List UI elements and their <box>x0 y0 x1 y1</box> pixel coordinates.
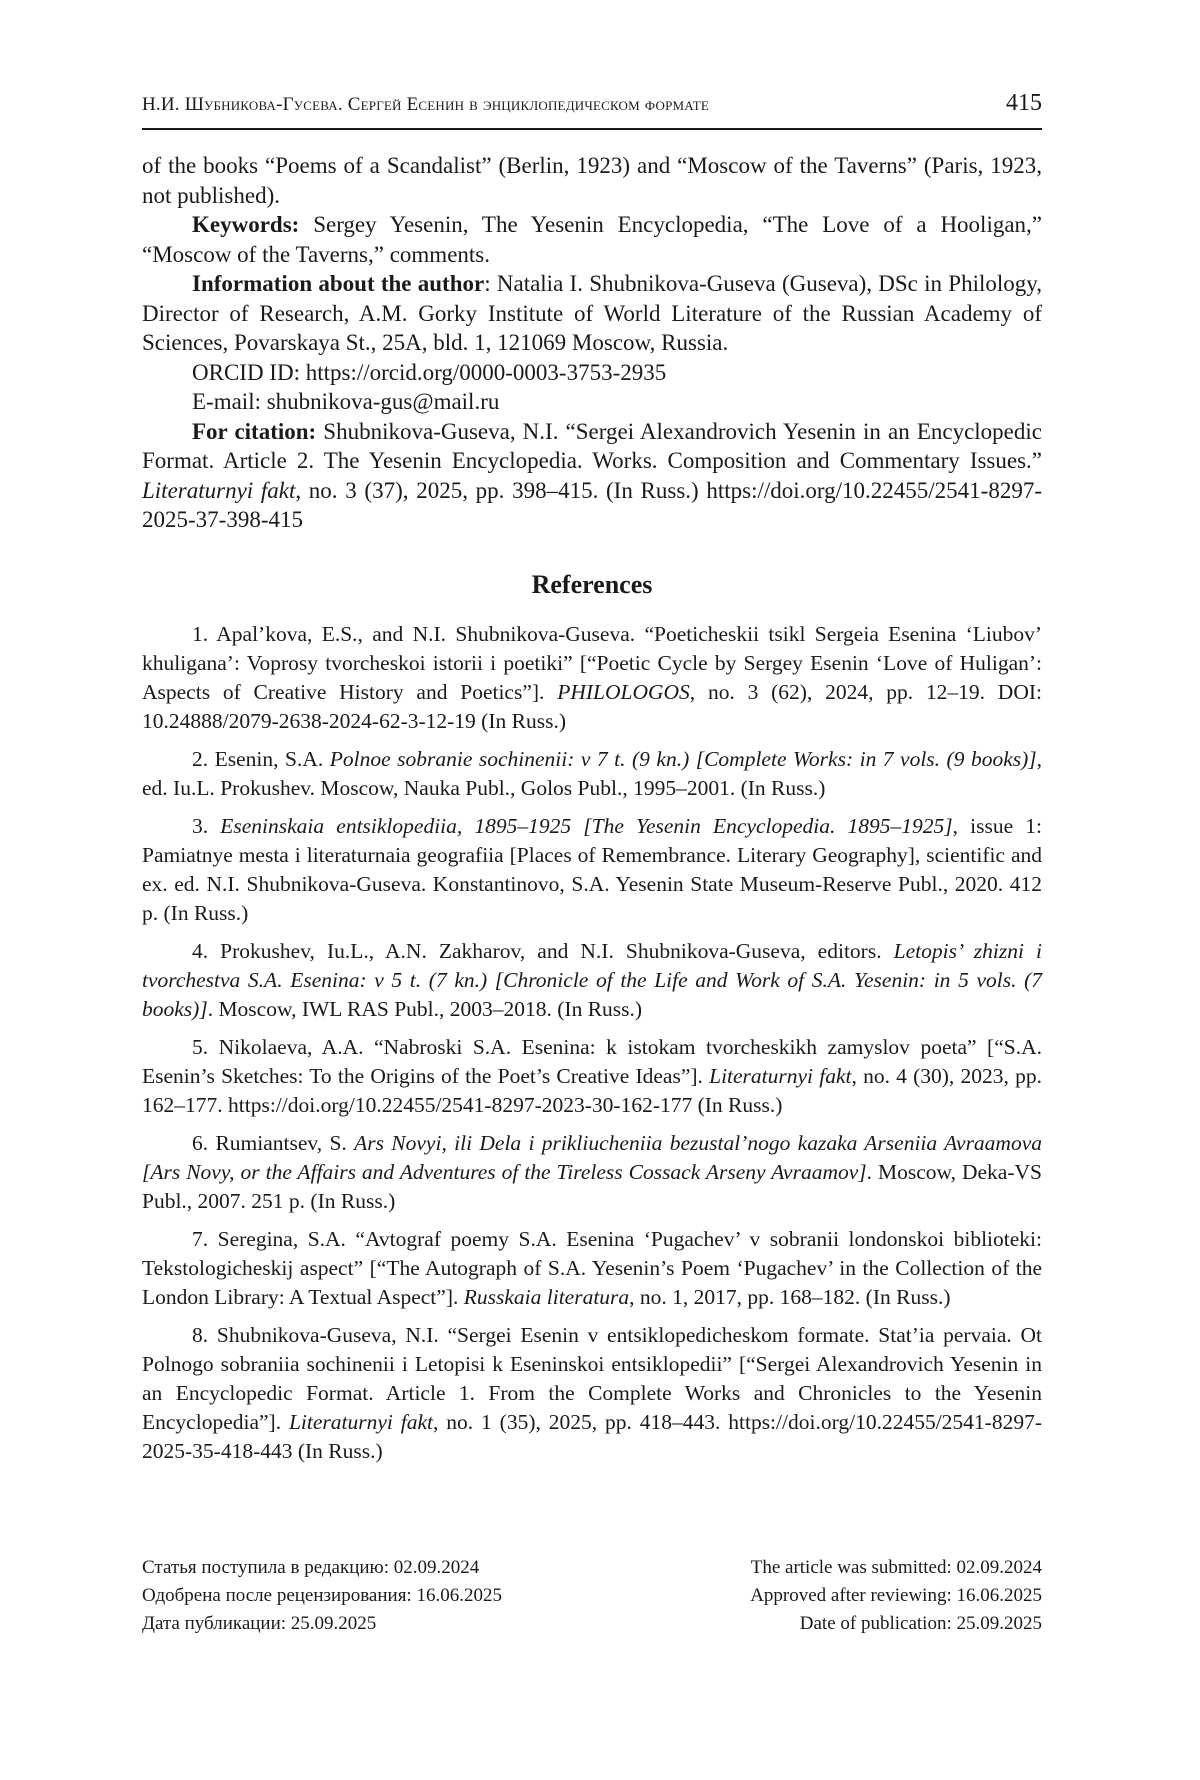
citation-text: Shubnikova-Guseva, N.I. “Sergei Alexandrovich Yesenin in an Encyclopedic Format. Article 2. The Yesenin Encyclopedia. Works. Composition and Commentary Issues.” <box>142 418 1042 473</box>
reference-text: , no. 1 (35), 2025, pp. 418–443. https://doi.org/10.22455/2541-8297-2025-35-418-443 (In Russ.) <box>142 1410 1042 1463</box>
approved-date-en: Approved after reviewing: 16.06.2025 <box>750 1585 1042 1606</box>
reference-text: 2. Esenin, S.A. <box>192 747 330 771</box>
email-link[interactable]: E-mail: shubnikova-gus@mail.ru <box>192 389 500 414</box>
reference-item <box>142 1225 1042 1312</box>
running-title: Н.И. Шубникова-Гусева. Сергей Есенин в энциклопедическом формате <box>142 94 709 115</box>
reference-italic-title: Letopis’ zhizni i tvorchestva S.A. Esenina: v 5 t. (7 kn.) [Chronicle of the Life and Work of S.A. Yesenin: in 5 vols. (7 books)] <box>142 939 1042 1021</box>
submitted-date-en: The article was submitted: 02.09.2024 <box>750 1557 1042 1578</box>
reference-item <box>142 1321 1042 1466</box>
abstract-tail: of the books “Poems of a Scandalist” (Berlin, 1923) and “Moscow of the Taverns” (Paris, 1923, not published). <box>142 153 1042 208</box>
citation-details: , no. 3 (37), 2025, pp. 398–415. (In Russ.) https://doi.org/10.22455/2541-8297-2025-37-398-415 <box>142 477 1042 532</box>
citation-journal: Literaturnyi fakt <box>142 477 296 503</box>
keywords-label: Keywords: <box>192 212 300 237</box>
submitted-date-ru: Статья поступила в редакцию: 02.09.2024 <box>142 1557 480 1578</box>
reference-item <box>142 937 1042 1024</box>
reference-item <box>142 745 1042 803</box>
reference-italic-title: Literaturnyi fakt <box>288 1410 434 1434</box>
references-list <box>142 620 1042 1475</box>
reference-item <box>142 620 1042 736</box>
reference-text: , no. 3 (62), 2024, pp. 12–19. DOI: 10.24888/2079-2638-2024-62-3-12-19 (In Russ.) <box>142 680 1042 733</box>
published-date-ru: Дата публикации: 25.09.2025 <box>142 1613 377 1634</box>
reference-text: , issue 1: Pamiatnye mesta i literaturnaia geografiia [Places of Remembrance. Literary Geography], scientific and ex. ed. N.I. Shubnikova-Guseva. Konstantinovo, S.A. Yesenin State Museum-Reserve Publ., 2020. 412 p. (In Russ.) <box>142 814 1043 925</box>
author-info-text: : Natalia I. Shubnikova-Guseva (Guseva), DSc in Philology, Director of Research, A.M. Gorky Institute of World Literature of the Russian Academy of Sciences, Povarskaya St., 25A, bld. 1, 121069 Moscow, Russia. <box>142 271 1043 355</box>
footer-row <box>142 1610 1042 1638</box>
citation-paragraph <box>142 417 1042 535</box>
author-info-paragraph <box>142 269 1042 358</box>
page-number: 415 <box>1006 90 1042 116</box>
reference-text: , no. 1, 2017, pp. 168–182. (In Russ.) <box>629 1285 951 1309</box>
reference-item <box>142 1033 1042 1120</box>
running-head <box>142 88 1042 130</box>
reference-text: , no. 4 (30), 2023, pp. 162–177. https://doi.org/10.22455/2541-8297-2023-30-162-177 (In Russ.) <box>142 1064 1042 1117</box>
reference-item <box>142 1129 1042 1216</box>
reference-text: . Moscow, Deka-VS Publ., 2007. 251 p. (In Russ.) <box>142 1160 1042 1213</box>
footer-row <box>142 1582 1042 1610</box>
author-info-label: Information about the author <box>192 271 485 296</box>
reference-italic-title: Ars Novyi, ili Dela i prikliucheniia bezustal’nogo kazaka Arseniia Avraamova [Ars Novy, or the Affairs and Adventures of the Tireless Cossack Arseny Avraamov] <box>142 1131 1042 1184</box>
footer-row <box>142 1554 1042 1582</box>
reference-item <box>142 812 1042 928</box>
reference-text: 6. Rumiantsev, S. <box>192 1131 355 1155</box>
article-dates-footer <box>142 1554 1042 1638</box>
citation-label: For citation: <box>192 418 317 444</box>
reference-text: 8. Shubnikova-Guseva, N.I. “Sergei Esenin v entsiklopedicheskom formate. Stat’ia pervaia. Ot Polnogo sobraniia sochinenii i Letopisi k Eseninskoi entsiklopedii” [“Sergei Alexandrovich Yesenin in an Encyclopedic Format. Article 1. From the Complete Works and Chronicles to the Yesenin Encyclopedia”]. <box>142 1323 1042 1434</box>
reference-text: 7. Seregina, S.A. “Avtograf poemy S.A. Esenina ‘Pugachev’ v sobranii londonskoi biblioteki: Tekstologicheskij aspect” [“The Autograph of S.A. Yesenin’s Poem ‘Pugachev’ in the Collection of the London Library: A Textual Aspect”]. <box>142 1227 1042 1309</box>
email-line <box>142 387 1042 417</box>
orcid-link[interactable]: ORCID ID: https://orcid.org/0000-0003-3753-2935 <box>192 359 667 385</box>
article-metadata <box>142 151 1042 535</box>
orcid-line <box>142 358 1042 388</box>
keywords-paragraph <box>142 210 1042 269</box>
reference-italic-title: Russkaia literatura <box>463 1285 630 1309</box>
published-date-en: Date of publication: 25.09.2025 <box>799 1613 1042 1634</box>
reference-text: 4. Prokushev, Iu.L., A.N. Zakharov, and N.I. Shubnikova-Guseva, editors. <box>192 939 894 963</box>
reference-text: . Moscow, IWL RAS Publ., 2003–2018. (In Russ.) <box>207 997 643 1021</box>
reference-italic-title: Literaturnyi fakt <box>709 1064 852 1088</box>
keywords-text: Sergey Yesenin, The Yesenin Encyclopedia, “The Love of a Hooligan,” “Moscow of the Taverns,” comments. <box>142 212 1042 267</box>
reference-italic-title: PHILOLOGOS <box>557 680 690 704</box>
reference-text: 3. <box>192 814 221 838</box>
references-heading: References <box>531 570 653 599</box>
reference-text: 1. Apal’kova, E.S., and N.I. Shubnikova-Guseva. “Poeticheskii tsikl Sergeia Esenina ‘Liubov’ khuligana’: Voprosy tvorcheskoi istorii i poetiki” [“Poetic Cycle by Sergey Esenin ‘Love of Huligan’: Aspects of Creative History and Poetics”]. <box>142 622 1042 704</box>
reference-text: 5. Nikolaeva, A.A. “Nabroski S.A. Esenina: k istokam tvorcheskikh zamyslov poeta” [“S.A. Esenin’s Sketches: To the Origins of the Poet’s Creative Ideas”]. <box>142 1035 1042 1088</box>
reference-italic-title: Polnoe sobranie sochinenii: v 7 t. (9 kn.) [Complete Works: in 7 vols. (9 books)] <box>329 747 1037 771</box>
reference-text: , ed. Iu.L. Prokushev. Moscow, Nauka Publ., Golos Publ., 1995–2001. (In Russ.) <box>142 747 1043 800</box>
approved-date-ru: Одобрена после рецензирования: 16.06.2025 <box>142 1585 502 1606</box>
reference-italic-title: Eseninskaia entsiklopediia, 1895–1925 [The Yesenin Encyclopedia. 1895–1925] <box>220 814 953 838</box>
